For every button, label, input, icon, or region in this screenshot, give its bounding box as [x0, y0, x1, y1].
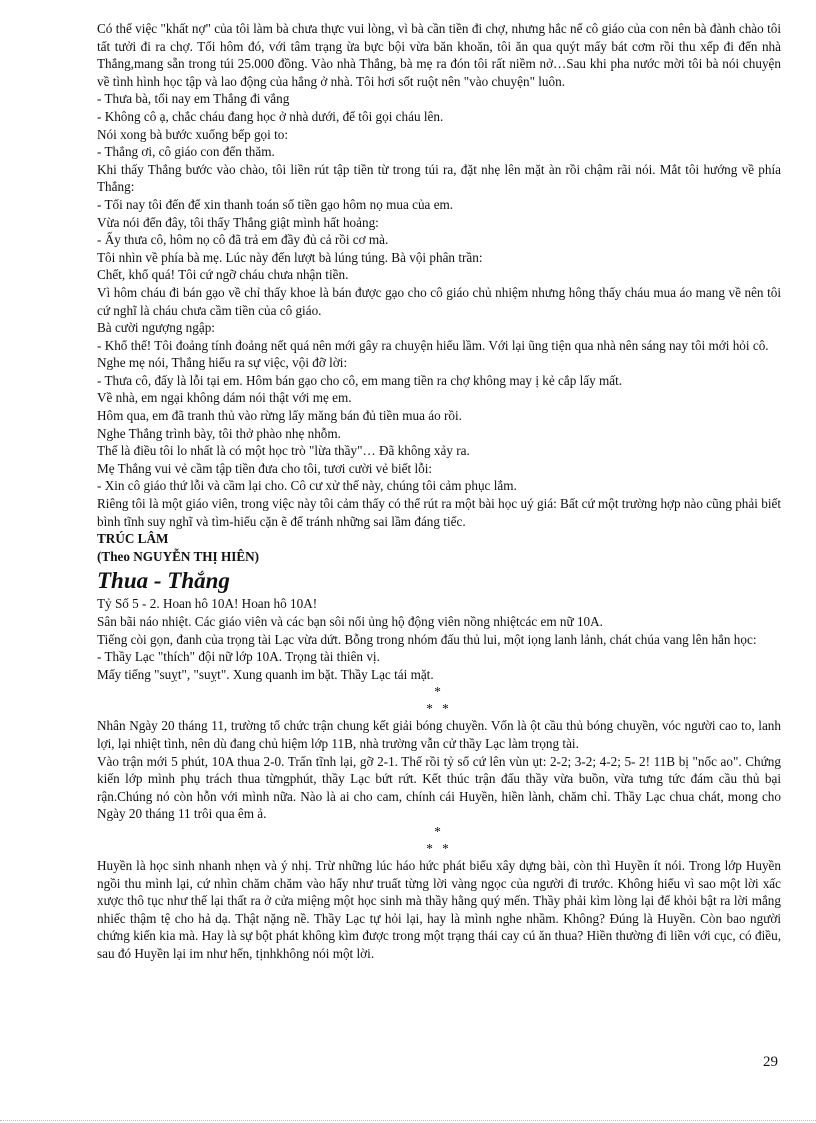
paragraph: - Tối nay tôi đến để xin thanh toán số tiền gạo hôm nọ mua của em. [97, 196, 454, 212]
paragraph: Tôi nhìn về phía bà mẹ. Lúc này đến lượt bà lúng túng. Bà vội phân trần: [97, 249, 483, 265]
paragraph: Chết, khổ quá! Tôi cứ ngỡ cháu chưa nhận tiền. [97, 267, 349, 283]
paragraph: Nhân Ngày 20 tháng 11, trường tổ chức trận chung kết giải bóng chuyền. Vốn là ột cầu thủ bóng chuyền, vóc người cao to, lanh lợi, lại nhiệt tình, nên dù đang chủ hiệm lớp 11B, nhà trường vẫn cử thầy Lạc làm trọng tài. [97, 718, 781, 751]
section-separator-star-2: * [434, 823, 444, 839]
paragraph: Nghe mẹ nói, Thắng hiểu ra sự việc, vội đỡ lời: [97, 355, 348, 371]
paragraph: Bà cười ngượng ngập: [97, 320, 215, 336]
page-number: 29 [763, 1054, 778, 1070]
paragraph: Mẹ Thắng vui vẻ cầm tập tiền đưa cho tôi, tươi cười vẻ biết lỗi: [97, 460, 433, 476]
paragraph: - Xin cô giáo thứ lỗi và cầm lại cho. Cô cư xử thế này, chúng tôi cảm phục lắm. [97, 478, 517, 494]
paragraph: Vào trận mới 5 phút, 10A thua 2-0. Trấn tĩnh lại, gỡ 2-1. Thế rồi tỷ số cứ lên vùn ụt: 2-2; 3-2; 4-2; 5- 2! 11B bị "nốc ao". Chứng kiến lớp mình phụ trách thua từngphút, thầy Lạc bứt rứt. Kết thúc trận đấu thầy vừa buồn, vừa tưng tức đám cầu thủ bại rận.Chúng nó còn hỗn với mình nữa. Nào là ai cho cam, chính cái Huyền, hiền lành, chăm chỉ. Thầy Lạc chua chát, mong cho Ngày 20 tháng 11 trôi qua êm ả. [97, 753, 781, 822]
paragraph: Mấy tiếng "suỵt", "suỵt". Xung quanh im bặt. Thầy Lạc tái mặt. [97, 666, 434, 682]
author-source: (Theo NGUYỄN THỊ HIÊN) [97, 548, 260, 564]
author-name: TRÚC LÂM [97, 531, 169, 547]
paragraph: - Ấy thưa cô, hôm nọ cô đã trả em đầy đủ cả rồi cơ mà. [97, 232, 389, 248]
paragraph: Nói xong bà bước xuống bếp gọi to: [97, 126, 289, 142]
paragraph: Về nhà, em ngại không dám nói thật với mẹ em. [97, 390, 352, 406]
paragraph: Vì hôm cháu đi bán gạo về chỉ thấy khoe là bán được gạo cho cô giáo chủ nhiệm nhưng hông thấy cháu mua áo mang về nên tôi cứ nghĩ là cháu chưa cầm tiền của cô giáo. [97, 284, 781, 318]
paragraph: Khi thấy Thắng bước vào chào, tôi liền rút tập tiền từ trong túi ra, đặt nhẹ lên mặt àn rồi chậm rãi nói. Mắt tôi hướng về phía Thắng: [97, 161, 781, 195]
story2-part1 [97, 595, 781, 683]
paragraph: Có thể việc "khất nợ" của tôi làm bà chưa thực vui lòng, vì bà cần tiền đi chợ, nhưng hắc nể cô giáo của con nên bà đành chào tôi tất tưởi đi ra chợ. Tối hôm đó, với tâm trạng ừa bực bội vừa băn khoăn, tôi ăn qua quýt mấy bát cơm rồi thu xếp đi đến nhà Thắng,mang sẵn trong túi 25.000 đồng. Vào nhà Thắng, bà mẹ ra đón tôi rất niềm nở…Sau khi pha nước mời tôi bà nói chuyện về tình hình học tập và lao động của hắng ở nhà. Tôi hơi sốt ruột nên "vào chuyện" luôn. [97, 21, 781, 89]
paragraph: Sân bãi náo nhiệt. Các giáo viên và các bạn sôi nổi ủng hộ động viên nồng nhiệtcác em nữ 10A. [97, 614, 603, 629]
paragraph: - Thưa cô, đấy là lỗi tại em. Hôm bán gạo cho cô, em mang tiền ra chợ không may ị kẻ cắp lấy mất. [97, 372, 623, 388]
story1-body [97, 20, 781, 530]
story-title: Thua - Thắng [97, 568, 230, 594]
paragraph: - Không cô ạ, chắc cháu đang học ở nhà dưới, để tôi gọi cháu lên. [97, 108, 444, 124]
paragraph: Nghe Thắng trình bày, tôi thở phào nhẹ nhỗm. [97, 425, 341, 441]
page-bottom-divider [0, 1120, 816, 1121]
story2-part3 [97, 857, 781, 963]
paragraph: Riêng tôi là một giáo viên, trong việc này tôi cảm thấy có thể rút ra một bài học uý giá: Bất cứ một trường hợp nào cũng phải biết bình tĩnh suy nghĩ và tìm-hiểu cặn ẽ để tránh những sai lầm đáng tiếc. [97, 496, 781, 529]
paragraph: Hôm qua, em đã tranh thủ vào rừng lấy măng bán đủ tiền mua áo rồi. [97, 408, 462, 424]
paragraph: Vừa nói đến đây, tôi thấy Thắng giật mình hất hoảng: [97, 214, 379, 230]
section-separator-stars-2: * * [426, 840, 452, 856]
paragraph: - Khổ thế! Tôi đoảng tính đoảng nết quá nên mới gây ra chuyện hiểu lầm. Với lại ũng tiện qua nhà nên sáng nay tôi mới hỏi cô. [97, 337, 769, 353]
paragraph: - Thắng ơi, cô giáo con đến thăm. [97, 144, 275, 160]
paragraph: Tỷ Số 5 - 2. Hoan hô 10A! Hoan hô 10A! [97, 596, 318, 612]
paragraph: - Thưa bà, tối nay em Thắng đi vắng [97, 91, 290, 107]
section-separator-stars: * * [426, 701, 452, 717]
story2-part2 [97, 717, 781, 823]
section-separator-star: * [434, 684, 444, 700]
paragraph: Thế là điều tôi lo nhất là có một học trò "lừa thầy"… Đã không xảy ra. [97, 443, 470, 459]
paragraph: Tiếng còi gọn, đanh của trọng tài Lạc vừa dứt. Bỗng trong nhóm đấu thủ lui, một iọng lanh lảnh, chát chúa vang lên hẳn học: [97, 631, 757, 647]
paragraph: - Thầy Lạc "thích" đội nữ lớp 10A. Trọng tài thiên vị. [97, 649, 380, 665]
document-page [97, 20, 781, 963]
paragraph: Huyền là học sinh nhanh nhẹn và ý nhị. Trừ những lúc háo hức phát biểu xây dựng bài, còn thì Huyền ít nói. Trong lớp Huyền ngồi thu mình lại, cứ nhìn chăm chăm vào hẩy như truất từng lời vàng ngọc của người đi trước. Không hiểu vì sao một lời xấc xược thô tục như thế lại thất ra ở cửa miệng một học sinh mà thầy hằng quý mến. Thầy phải kìm lòng lại để khỏi bật ra lời mắng nhiếc thậm tệ cho hả dạ. Thật nặng nề. Thầy Lạc tự hỏi lại, hay là mình nghe nhầm. Không? Đúng là Huyền. Còn bao người chứng kiến kia mà. Hay là sự bột phát không kìm được trong một trạng thái cay cú ăn thua? Hiền thường đi liền với cục, có điều, sau đó Huyền lại im như hến, tịnhkhông nói một lời. [97, 857, 781, 961]
